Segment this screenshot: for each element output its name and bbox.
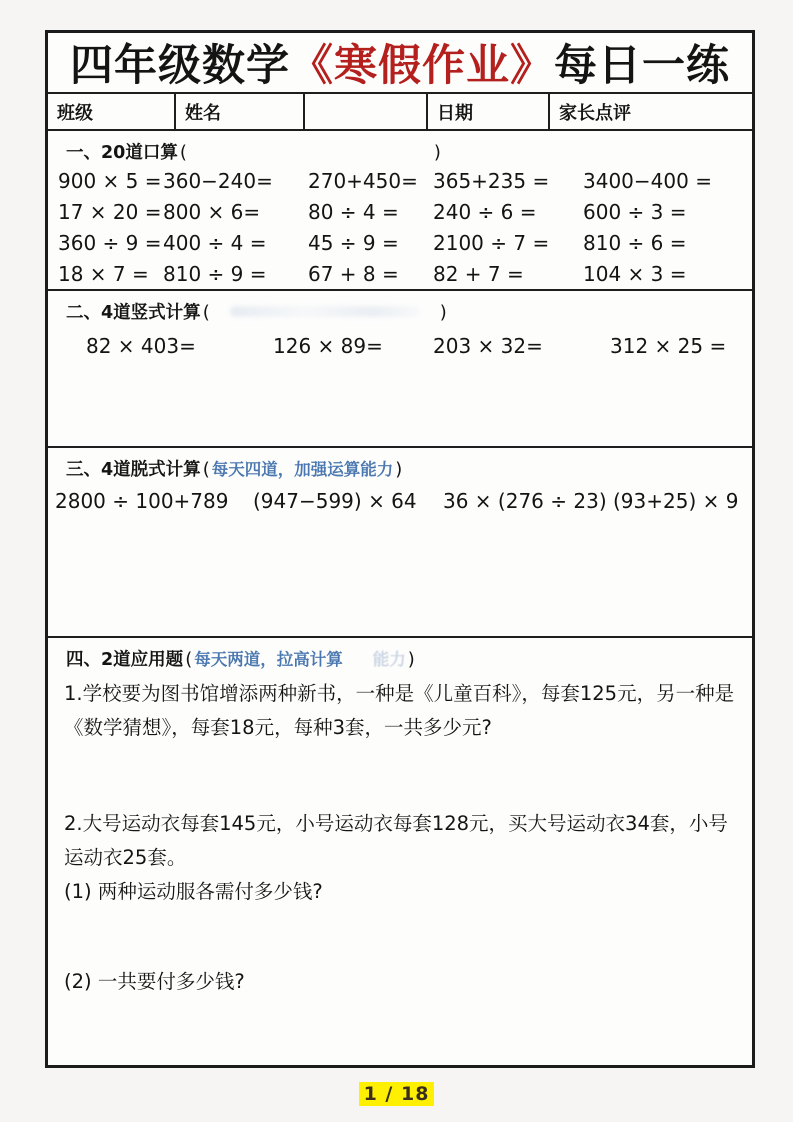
footer — [0, 1082, 793, 1106]
vertical-problem: 203 × 32= — [433, 334, 543, 358]
info-label-name: 姓名 — [185, 102, 221, 124]
paren-close: ) — [395, 459, 403, 480]
oral-row — [48, 228, 752, 259]
oral-row — [48, 259, 752, 290]
paren-close: ) — [439, 302, 447, 323]
section2-heading — [48, 291, 752, 326]
word-problem-1: 1.学校要为图书馆增添两种新书，一种是《儿童百科》，每套125元，另一种是《数学猜想》，每套18元，每种3套，一共多少元? — [64, 682, 735, 739]
paren-open: ( — [202, 302, 210, 323]
oral-problem: 810 ÷ 6 = — [583, 231, 687, 255]
word-problem-2: 2.大号运动衣每套145元，小号运动衣每套128元，买大号运动衣34套，小号运动衣25套。 — [64, 812, 728, 869]
recursive-problem: 36 × (276 ÷ 23) — [443, 489, 607, 513]
info-label-date: 日期 — [437, 102, 473, 124]
info-cell-blank — [305, 94, 428, 129]
oral-problem: 810 ÷ 9 = — [163, 262, 267, 286]
word-problem-2-sub1: (1) 两种运动服各需付多少钱? — [64, 880, 323, 903]
oral-problem: 17 × 20 = — [58, 200, 162, 224]
page-number-indicator: 1 / 18 — [359, 1082, 435, 1106]
section4-heading-text: 四、2道应用题 — [66, 650, 184, 670]
vertical-problem: 312 × 25 = — [610, 334, 727, 358]
oral-problem: 400 ÷ 4 = — [163, 231, 267, 255]
vertical-problem: 82 × 403= — [86, 334, 196, 358]
oral-problem: 45 ÷ 9 = — [308, 231, 399, 255]
oral-row — [48, 197, 752, 228]
recursive-problem: 2800 ÷ 100+789 — [55, 489, 229, 513]
section-word-problems — [48, 636, 752, 1065]
paren-close: ) — [407, 649, 415, 670]
oral-problem: 67 + 8 = — [308, 262, 399, 286]
title-part-book: 《寒假作业》 — [290, 41, 554, 91]
oral-problem: 270+450= — [308, 169, 418, 193]
paren-open: ( — [202, 459, 210, 480]
section3-note: 每天四道，加强运算能力 — [211, 460, 394, 479]
info-header-row — [48, 92, 752, 129]
oral-problem: 360 ÷ 9 = — [58, 231, 162, 255]
page-title — [48, 33, 752, 92]
vertical-problem: 126 × 89= — [273, 334, 383, 358]
info-label-class: 班级 — [57, 102, 93, 124]
title-part-daily: 每日一练 — [554, 41, 730, 91]
section2-heading-text: 二、4道竖式计算 — [66, 303, 201, 323]
word-problems-body — [48, 673, 752, 999]
section4-note: 每天两道，拉高计算 — [194, 650, 343, 669]
info-cell-class — [48, 94, 176, 129]
oral-problem: 600 ÷ 3 = — [583, 200, 687, 224]
oral-problem: 104 × 3 = — [583, 262, 687, 286]
oral-problem: 3400−400 = — [583, 169, 712, 193]
word-problem-2-sub2: (2) 一共要付多少钱? — [64, 970, 245, 993]
section4-note-faded: 能力 — [372, 650, 406, 669]
info-cell-date — [428, 94, 550, 129]
recursive-problems-row — [48, 489, 752, 513]
section3-heading — [48, 448, 752, 483]
oral-problem: 800 × 6= — [163, 200, 261, 224]
recursive-problem: (93+25) × 9 — [613, 489, 739, 513]
oral-row — [48, 166, 752, 197]
oral-problem: 18 × 7 = — [58, 262, 149, 286]
oral-problem: 80 ÷ 4 = — [308, 200, 399, 224]
info-label-parent-comment: 家长点评 — [559, 102, 631, 124]
title-part-grade: 四年级数学 — [70, 41, 290, 91]
paren-open: ( — [179, 142, 187, 163]
section1-heading-text: 一、20道口算 — [66, 143, 178, 163]
section4-heading — [48, 638, 752, 673]
worksheet-page — [45, 30, 755, 1068]
erased-note-smudge — [230, 306, 420, 317]
recursive-problem: (947−599) × 64 — [253, 489, 417, 513]
oral-problem: 2100 ÷ 7 = — [433, 231, 550, 255]
section-oral-calculation — [48, 129, 752, 289]
info-cell-parent-comment — [550, 94, 752, 129]
section3-heading-text: 三、4道脱式计算 — [66, 460, 201, 480]
section-vertical-calculation — [48, 289, 752, 446]
oral-problem: 82 + 7 = — [433, 262, 524, 286]
info-cell-name — [176, 94, 305, 129]
paren-open: ( — [185, 649, 193, 670]
oral-problem: 360−240= — [163, 169, 273, 193]
vertical-problems-row — [48, 334, 752, 358]
oral-problem: 240 ÷ 6 = — [433, 200, 537, 224]
oral-problem: 365+235 = — [433, 169, 550, 193]
section1-heading — [48, 131, 752, 166]
section-recursive-calculation — [48, 446, 752, 636]
oral-problem: 900 × 5 = — [58, 169, 162, 193]
paren-close: ) — [433, 142, 441, 163]
